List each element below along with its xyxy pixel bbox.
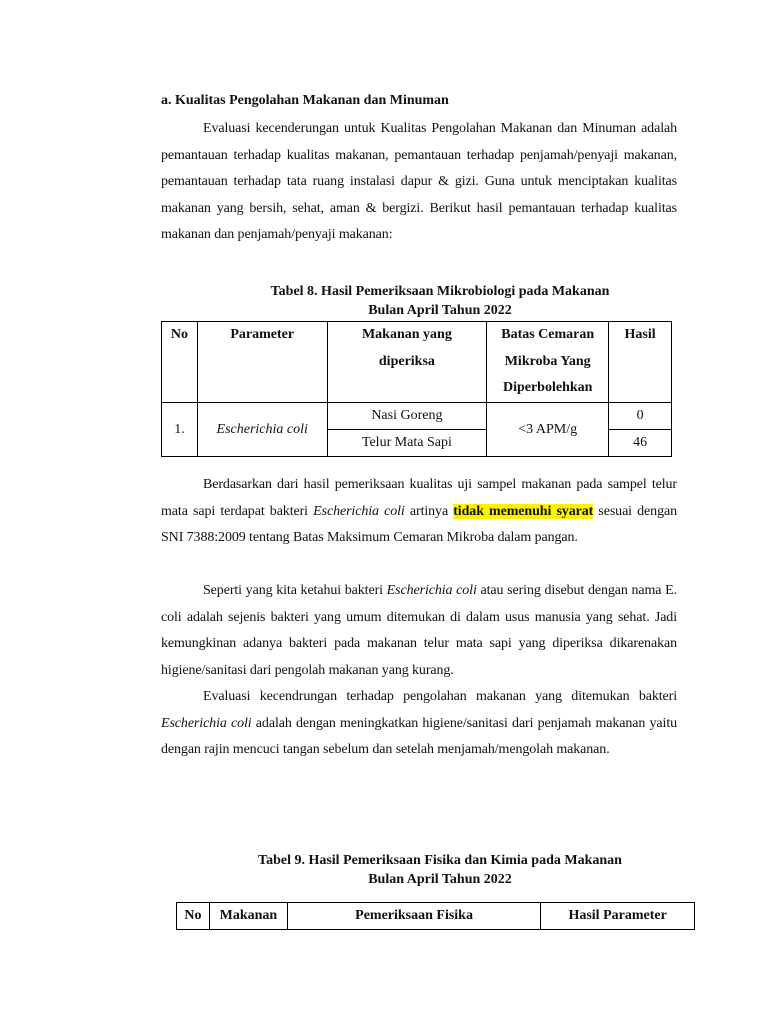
section-heading: a. Kualitas Pengolahan Makanan dan Minuman — [161, 93, 449, 108]
microbiology-table — [161, 321, 672, 457]
row-result-2: 46 — [609, 430, 672, 457]
table9-caption-line1: Tabel 9. Hasil Pemeriksaan Fisika dan Kimia pada Makanan — [258, 853, 622, 868]
header-food: Makanan — [209, 903, 287, 930]
physics-chemistry-table — [176, 902, 695, 930]
highlighted-text: tidak memenuhi syarat — [453, 503, 594, 519]
table-row — [162, 403, 672, 430]
row-food-1: Nasi Goreng — [327, 403, 487, 430]
header-parameter-result: Hasil Parameter — [541, 903, 695, 930]
row-parameter — [197, 403, 327, 457]
row-result-1: 0 — [609, 403, 672, 430]
italic-term: Escherichia coli — [161, 715, 252, 731]
row-no: 1. — [162, 403, 198, 457]
header-no: No — [162, 322, 198, 403]
table8-caption-line1: Tabel 8. Hasil Pemeriksaan Mikrobiologi pada Makanan — [270, 284, 610, 299]
italic-term: Escherichia coli — [386, 583, 477, 598]
paragraph-2: Berdasarkan dari hasil pemeriksaan kualitas uji sampel makanan pada sampel telur mata sapi terdapat bakteri Escherichia coli artinya tidak memenuhi syarat sesuai dengan SNI 7388:2009 tentang Batas Maksimum Cemaran Mikroba dalam pangan. — [161, 477, 677, 545]
row-food-2: Telur Mata Sapi — [327, 430, 487, 457]
header-parameter: Parameter — [197, 322, 327, 403]
intro-paragraph: Evaluasi kecenderungan untuk Kualitas Pengolahan Makanan dan Minuman adalah pemantauan terhadap kualitas makanan, pemantauan terhadap penjamah/penyaji makanan, pemantauan terhadap tata ruang instalasi dapur & gizi. Guna untuk menciptakan kualitas makanan yang bersih, sehat, aman & bergizi. Berikut hasil pemantauan terhadap kualitas makanan dan penjamah/penyaji makanan: — [161, 121, 677, 242]
table-header-row — [177, 903, 695, 930]
table-header-row — [162, 322, 672, 403]
row-limit: <3 APM/g — [487, 403, 609, 457]
paragraph-4: Evaluasi kecendrungan terhadap pengolahan makanan yang ditemukan bakteri Escherichia coli adalah dengan meningkatkan higiene/sanitasi dari penjamah makanan yaitu dengan rajin mencuci tangan sebelum dan setelah menjamah/mengolah makanan. — [161, 689, 678, 757]
header-microbe-limit: Batas Cemaran Mikroba Yang Diperbolehkan — [487, 322, 609, 403]
header-physical-exam: Pemeriksaan Fisika — [287, 903, 540, 930]
table9-caption — [161, 851, 719, 889]
parameter-name: Escherichia coli — [216, 421, 308, 437]
table8-caption-line2: Bulan April Tahun 2022 — [368, 303, 512, 318]
table9-caption-line2: Bulan April Tahun 2022 — [368, 872, 512, 887]
paragraph-3: Seperti yang kita ketahui bakteri Escherichia coli atau sering disebut dengan nama E. coli adalah sejenis bakteri yang umum ditemukan di dalam usus manusia yang sehat. Jadi kemungkinan adanya bakteri pada makanan telur mata sapi yang diperiksa dikarenakan higiene/sanitasi dari pengolah makanan yang kurang. — [161, 583, 677, 678]
header-food-examined: Makanan yang diperiksa — [327, 322, 487, 403]
table8-caption — [161, 282, 719, 320]
italic-term: Escherichia coli — [313, 503, 405, 519]
header-no: No — [177, 903, 210, 930]
header-result: Hasil — [609, 322, 672, 403]
